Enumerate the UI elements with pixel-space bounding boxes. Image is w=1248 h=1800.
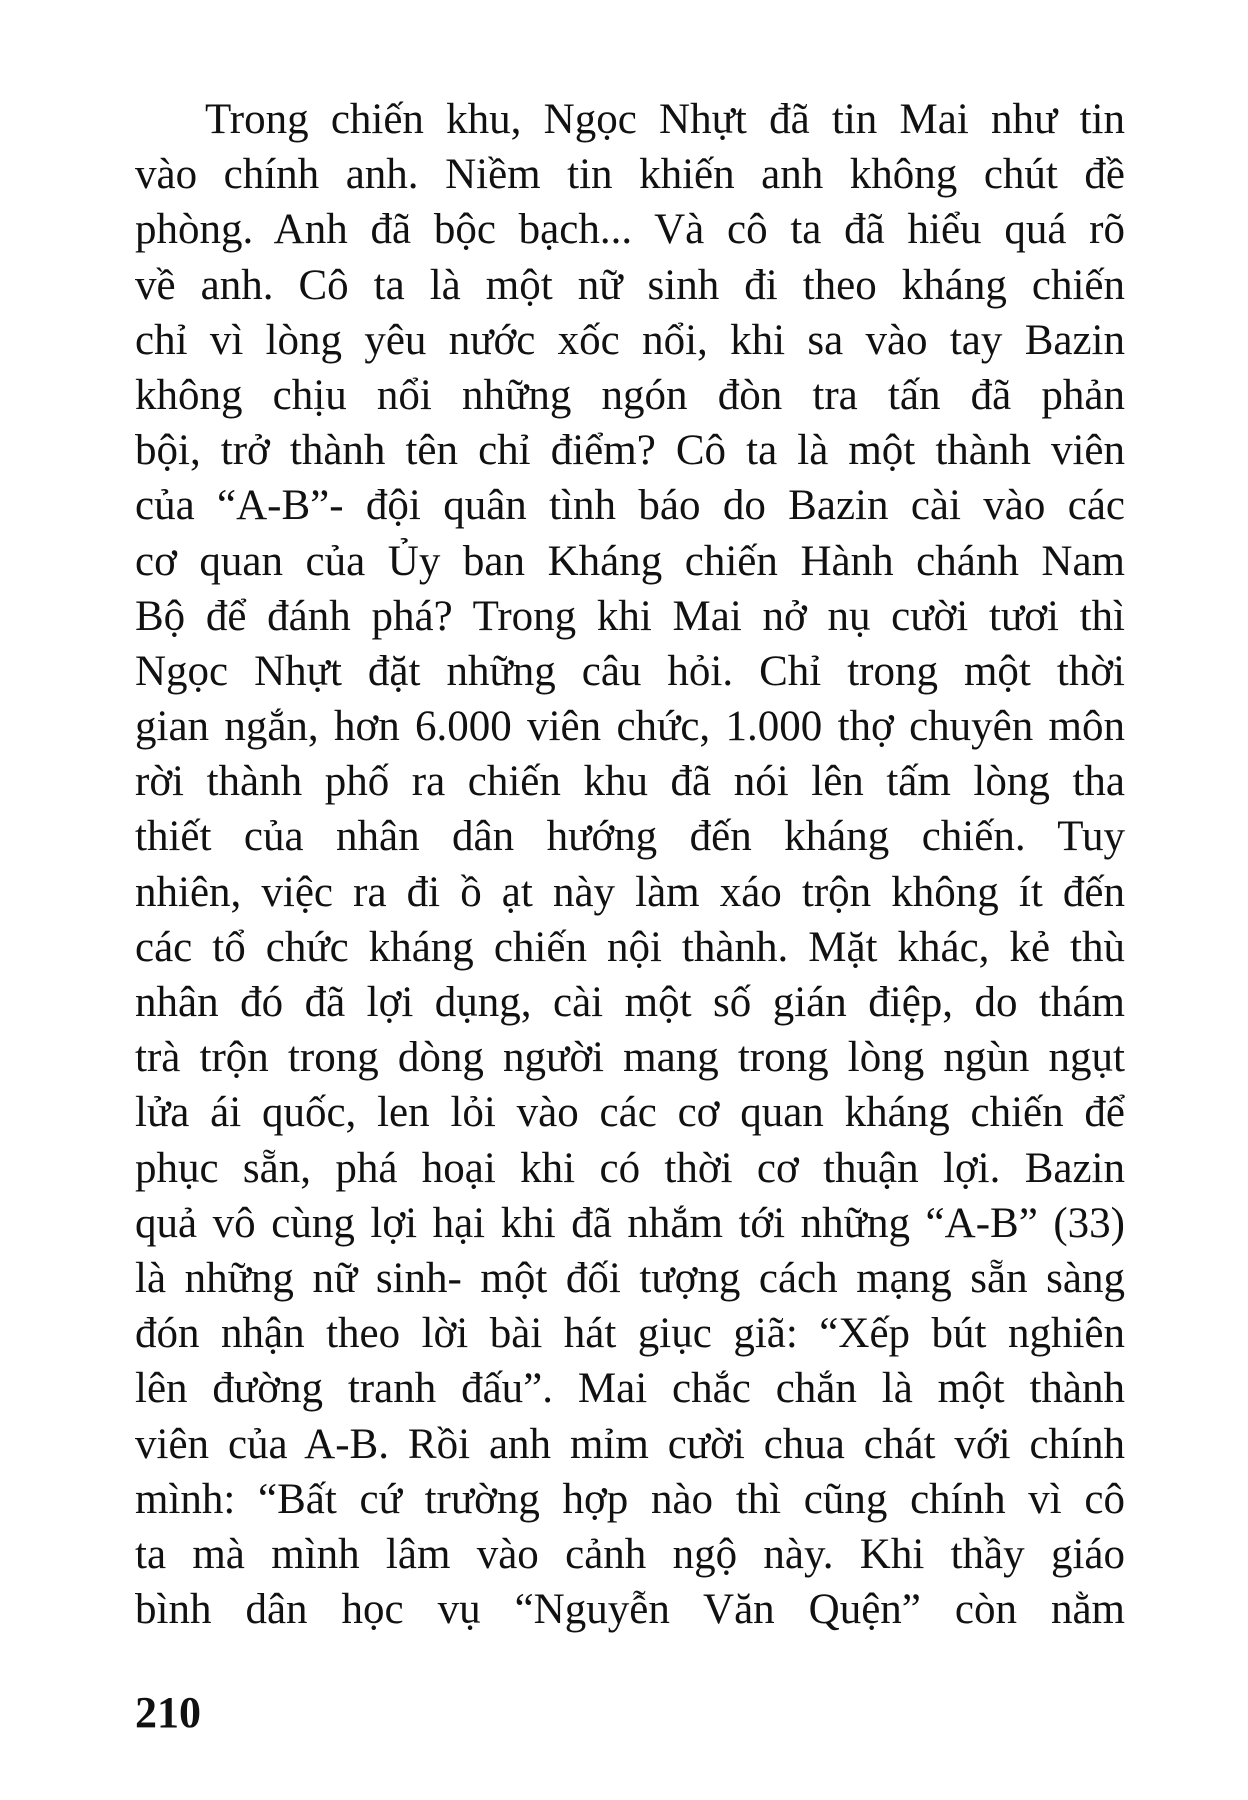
text-line: thiết của nhân dân hướng đến kháng chiến. Tuy — [135, 813, 1125, 861]
text-line: là những nữ sinh- một đối tượng cách mạng sẵn sàng — [135, 1254, 1125, 1302]
text-line: trà trộn trong dòng người mang trong lòng ngùn ngụt — [135, 1034, 1125, 1082]
text-line: quả vô cùng lợi hại khi đã nhắm tới những “A-B” (33) — [135, 1199, 1125, 1247]
text-line: lửa ái quốc, len lỏi vào các cơ quan kháng chiến để — [135, 1089, 1125, 1137]
text-line: không chịu nổi những ngón đòn tra tấn đã phản — [135, 371, 1125, 419]
text-line: nhiên, việc ra đi ồ ạt này làm xáo trộn không ít đến — [135, 868, 1125, 916]
text-line: Ngọc Nhựt đặt những câu hỏi. Chỉ trong một thời — [135, 647, 1125, 695]
text-line: lên đường tranh đấu”. Mai chắc chắn là một thành — [135, 1365, 1125, 1413]
text-line: phòng. Anh đã bộc bạch... Và cô ta đã hiểu quá rõ — [135, 206, 1125, 254]
text-line: chỉ vì lòng yêu nước xốc nổi, khi sa vào tay Bazin — [135, 316, 1125, 364]
text-line: gian ngắn, hơn 6.000 viên chức, 1.000 thợ chuyên môn — [135, 703, 1125, 751]
text-line: viên của A-B. Rồi anh mỉm cười chua chát với chính — [135, 1420, 1125, 1468]
text-line: phục sẵn, phá hoại khi có thời cơ thuận lợi. Bazin — [135, 1144, 1125, 1192]
text-line: đón nhận theo lời bài hát giục giã: “Xếp bút nghiên — [135, 1310, 1125, 1358]
body-paragraph — [135, 92, 1125, 1637]
text-line: Bộ để đánh phá? Trong khi Mai nở nụ cười tươi thì — [135, 592, 1125, 640]
text-line: bình dân học vụ “Nguyễn Văn Quện” còn nằm — [135, 1586, 1125, 1634]
text-line: Trong chiến khu, Ngọc Nhựt đã tin Mai như tin — [205, 96, 1125, 143]
text-line: của “A-B”- đội quân tình báo do Bazin cài vào các — [135, 482, 1125, 530]
text-line: các tổ chức kháng chiến nội thành. Mặt khác, kẻ thù — [135, 923, 1125, 971]
text-line: ta mà mình lâm vào cảnh ngộ này. Khi thầy giáo — [135, 1530, 1125, 1578]
text-line: mình: “Bất cứ trường hợp nào thì cũng chính vì cô — [135, 1475, 1125, 1523]
page-number: 210 — [135, 1688, 201, 1737]
text-line: bội, trở thành tên chỉ điểm? Cô ta là một thành viên — [135, 427, 1125, 475]
text-line: cơ quan của Ủy ban Kháng chiến Hành chánh Nam — [135, 537, 1125, 585]
text-line: rời thành phố ra chiến khu đã nói lên tấm lòng tha — [135, 758, 1125, 806]
text-line: về anh. Cô ta là một nữ sinh đi theo kháng chiến — [135, 261, 1125, 309]
text-line: nhân đó đã lợi dụng, cài một số gián điệp, do thám — [135, 979, 1125, 1026]
text-line: vào chính anh. Niềm tin khiến anh không chút đề — [135, 151, 1125, 199]
